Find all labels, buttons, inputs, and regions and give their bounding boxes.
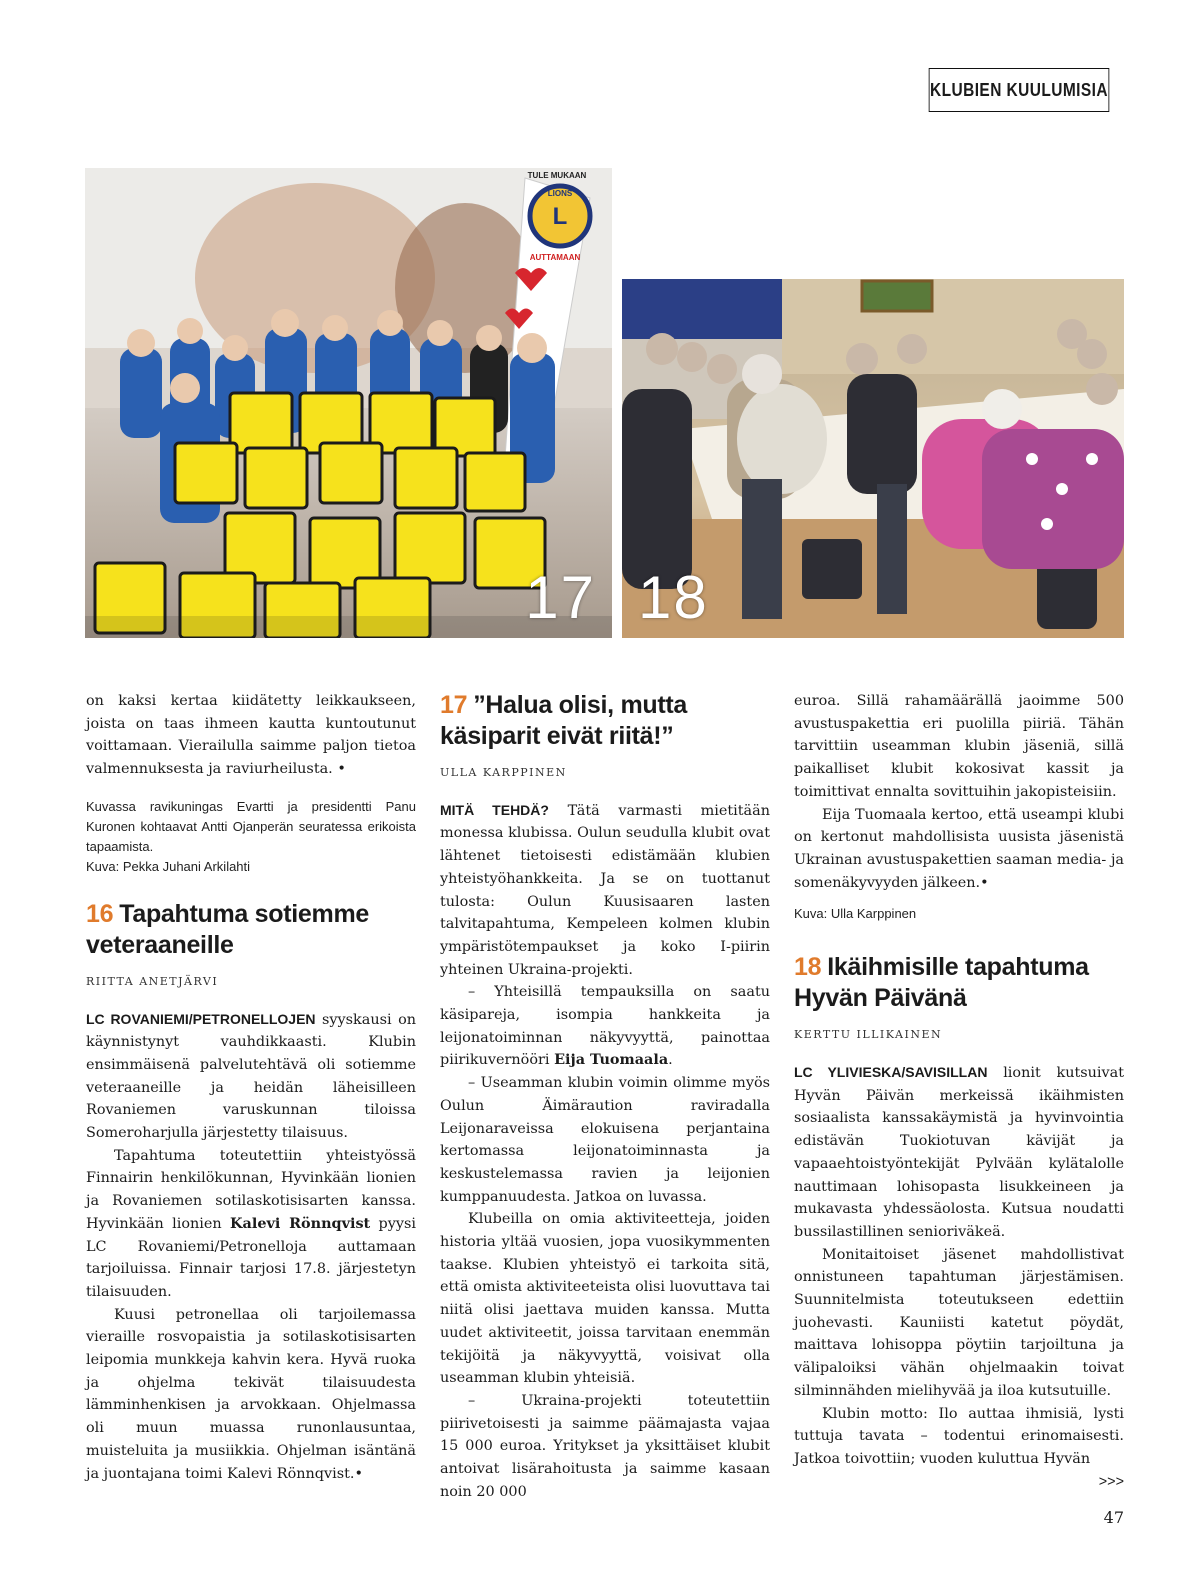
flag-logo-text: LIONS bbox=[547, 189, 573, 198]
paragraph: euroa. Sillä rahamäärällä jaoimme 500 avustuspakettia eri puolilla piiriä. Tähän tarvittiin useamman klubin jäseniä, sillä paikalliset klubit kokosivat kassit ja toimittivat ennalta sovittuihin jakopisteisiin. bbox=[794, 693, 1124, 800]
photo-17-number: 17 bbox=[525, 564, 596, 631]
column-3 bbox=[794, 690, 1124, 1493]
photo-credit: Kuva: Ulla Karppinen bbox=[794, 906, 917, 922]
person-name: Kalevi Rönnqvist bbox=[230, 1214, 371, 1232]
paragraph: Monitaitoiset jäsenet mahdollistivat onnistuneen tapahtuman järjestämisen. Suunnitelmista toteutukseen edettiin juohevasti. Kauniisti katetut pöydät, maittava lohisoppa pöytiin tarjoiltuna ja välipaloiksi vähän ohjelmaakin toivat silminnähden mielihyvää ja iloa kutsutuille. bbox=[794, 1246, 1124, 1399]
paragraph: Kuusi petronellaa oli tarjoilemassa vieraille rosvopaistia ja sotilaskotisisarten leipomia munkkeja kahvin kera. Hyvä ruoka ja ohjelma tekivät tilaisuudesta lämminhenkisen ja arvokkaan. Ohjelmassa oli muun muassa runonlausuntaa, muisteluita ja musiikkia. Ohjelman isäntänä ja juontajana toimi Kalevi Rönnqvist.• bbox=[86, 1306, 416, 1482]
paragraph: LC YLIVIESKA/SAVISILLAN lionit kutsuivat Hyvän Päivän merkeissä ikäihmisten sosiaalista kanssakäymistä ja hyvinvointia edistävän Tuokiotuvan kävijät ja vapaaehtoistyöntekijät Pylvään kylätalolle nauttimaan lohisopasta lisukkeineen ja mukavasta yhdessäolosta. Kutsua noudatti bussilastillinen senioriväkeä. bbox=[794, 1064, 1124, 1240]
person-name: Eija Tuomaala bbox=[554, 1051, 669, 1069]
paragraph: – Useamman klubin voimin olimme myös Oulun Äimäraution raviradalla Leijonaraveissa elokuisena perjantaina kertomassa leijonatoiminnasta ja keskustelemassa ravien ja leijonien kumppanuudesta. Jatkoa on luvassa. bbox=[440, 1075, 770, 1205]
paragraph: Klubeilla on omia aktiviteetteja, joiden historia yltää vuosien, jopa vuosikymmenten taakse. Klubien yhteistyö ei tarkoita sitä, että omista aktiviteeteista olisi luovuttava tai niitä olisi jaettava muiden kanssa. Mutta uudet aktiviteetit, joissa tarvitaan enemmän tekijöitä ja näkyvyyttä, voisivat olla useamman klubin yhteisiä. bbox=[440, 1211, 770, 1387]
section-tag-label: KLUBIEN KUULUMISIA bbox=[929, 79, 1109, 100]
page-number: 47 bbox=[1103, 1508, 1124, 1527]
photo-18 bbox=[622, 279, 1124, 638]
story-18-headline: 18 Ikäihmisille tapahtuma Hyvän Päivänä bbox=[794, 953, 1089, 1013]
paragraph: MITÄ TEHDÄ? Tätä varmasti mietitään monessa klubissa. Oulun seudulla klubit ovat lähtenet tietoisesti edistämään klubien yhteistyöhankkeita. Ja se on tuottanut tulosta: Oulun Kuusisaaren lasten talvitapahtuma, Kempeleen kolmen klubin ympäristötempaukset ja koko I-piirin yhteinen Ukraina-projekti. bbox=[440, 801, 770, 978]
story-number: 17 bbox=[440, 691, 468, 719]
story-16-headline: 16 Tapahtuma sotiemme veteraaneille bbox=[86, 899, 369, 959]
paragraph: on kaksi kertaa kiidätetty leikkaukseen, joista on taas ihmeen kautta kuntoutunut voittamaan. Vierailulla saimme paljon tietoa valmennuksesta ja raviurheilusta. • bbox=[86, 693, 416, 778]
photo-caption: Kuvassa ravikuningas Evartti ja presidentti Panu Kuronen kohtaavat Antti Ojanperän seuratessa erikoista tapaamista. Kuva: Pekka Juhani Arkilahti bbox=[86, 798, 416, 874]
paragraph: – Ukraina-projekti toteutettiin piirivetoisesti ja saimme päämajasta vajaa 15 000 euroa. Yritykset ja yksittäiset klubit antoivat lisärahoitusta ja saimme kasaan noin 20 000 bbox=[440, 1392, 770, 1500]
svg-text:L: L bbox=[552, 203, 568, 230]
caption-credit: Kuva: Pekka Juhani Arkilahti bbox=[86, 858, 251, 874]
continued-marker: >>> bbox=[1098, 1473, 1124, 1490]
story-number: 16 bbox=[86, 899, 114, 928]
section-tag bbox=[929, 68, 1110, 112]
flag-top-text: TULE MUKAAN bbox=[527, 171, 587, 180]
story-number: 18 bbox=[794, 953, 822, 982]
column-2 bbox=[440, 690, 770, 1504]
paragraph: Klubin motto: Ilo auttaa ihmisiä, lysti tuttuja tavata – todentui erinomaisesti. Jatkoa toivottiin; vuoden kuluttua Hyvän >>> bbox=[794, 1403, 1124, 1471]
paragraph: Tapahtuma toteutettiin yhteistyössä Finnairin henkilökunnan, Hyvinkään lionien ja Rovaniemen sotilaskotisisarten kanssa. Hyvinkään lionien Kalevi Rönnqvist pyysi LC Rovaniemi/Petronelloja auttamaan tarjoiluissa. Finnair tarjosi 17.8. järjestetyn tilaisuuden. bbox=[86, 1147, 417, 1300]
lead-in: LC YLIVIESKA/SAVISILLAN bbox=[794, 1064, 988, 1081]
paragraph: Eija Tuomaala kertoo, että useampi klubi on kertonut mahdollisista uusista jäsenistä Ukrainan avustuspakettien saaman media- ja somenäkyvyyden jälkeen.• bbox=[794, 806, 1124, 891]
lead-in: MITÄ TEHDÄ? bbox=[440, 801, 549, 818]
photo-18-number: 18 bbox=[638, 564, 709, 631]
paragraph: – Yhteisillä tempauksilla on saatu käsipareja, isompia hankkeita ja leijonatoiminnan näkyvyyttä, painottaa piirikuvernööri Eija Tuomaala. bbox=[440, 984, 770, 1069]
column-1 bbox=[86, 690, 416, 1485]
byline: ULLA KARPPINEN bbox=[440, 766, 567, 779]
byline: RIITTA ANETJÄRVI bbox=[86, 974, 219, 988]
flag-bottom-text: AUTTAMAAN bbox=[529, 253, 581, 262]
paragraph: LC ROVANIEMI/PETRONELLOJEN syyskausi on käynnistynyt vauhdikkaasti. Klubin ensimmäisenä palvelutehtävä oli sotiemme veteraaneille ja heidän läheisilleen Rovaniemen varuskunnan tiloissa Someroharjulla järjestetty tilaisuus. bbox=[86, 1010, 416, 1142]
photo-17 bbox=[85, 168, 612, 638]
lead-in: LC ROVANIEMI/PETRONELLOJEN bbox=[86, 1010, 316, 1027]
story-17-headline: 17 ”Halua olisi, mutta käsiparit eivät riitä!” bbox=[440, 691, 688, 750]
byline: KERTTU ILLIKAINEN bbox=[794, 1028, 943, 1042]
